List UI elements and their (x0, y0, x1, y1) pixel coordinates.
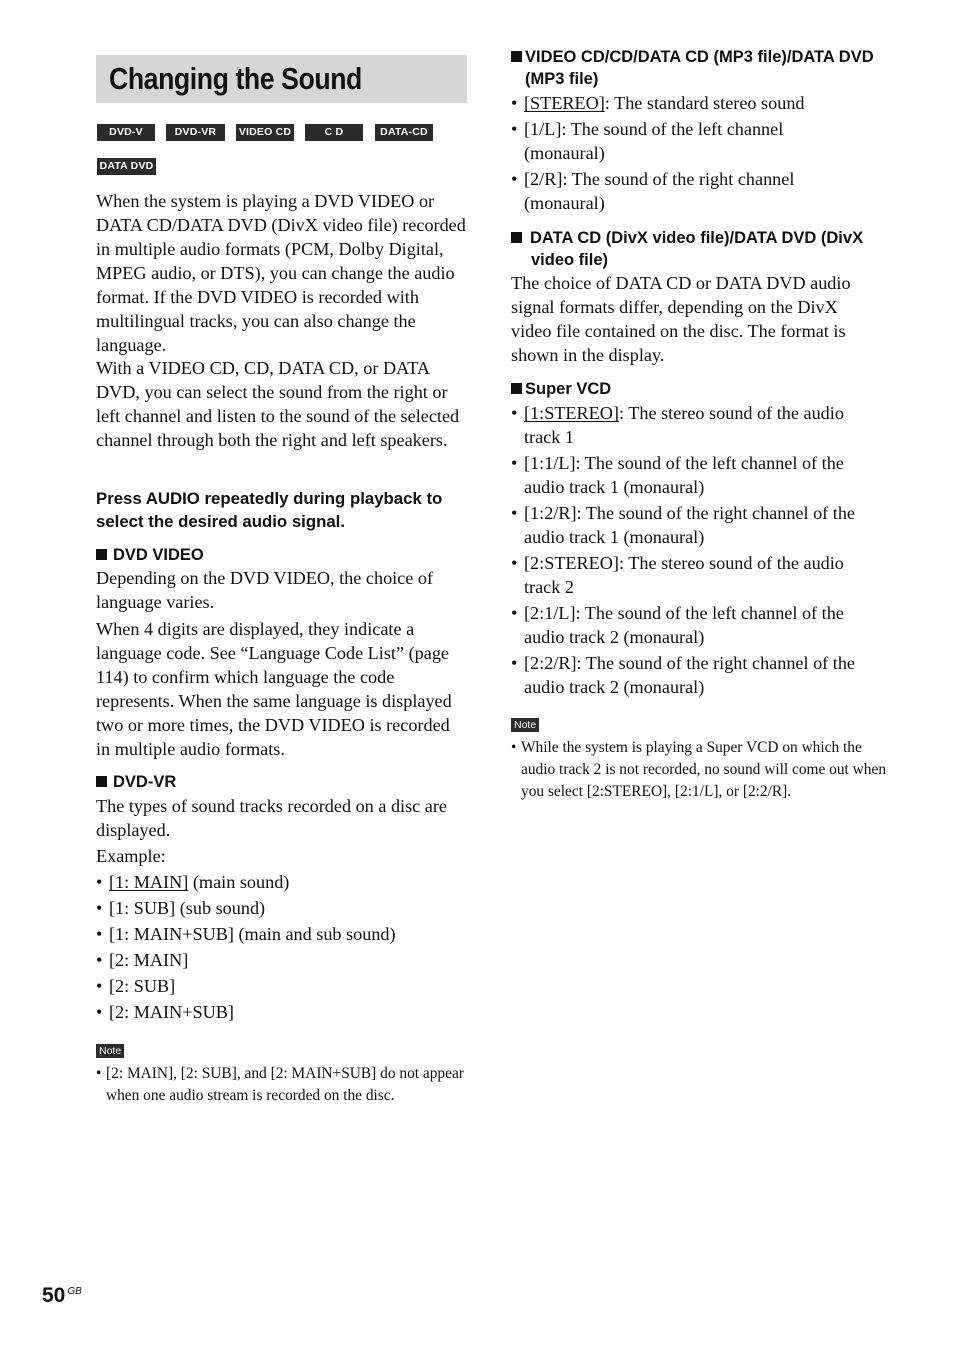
note-text: • While the system is playing a Super VCD on which the audio track 2 is not recorded, no sound will come out when you select [2:STEREO], [2:1/L], or [2:2/R]. (511, 737, 887, 803)
list-item (96, 896, 468, 920)
intro-text-1: When the system is playing a DVD VIDEO or DATA CD/DATA DVD (DivX video file) recorded in multiple audio formats (PCM, Dolby Digital, MPEG audio, or DTS), you can change the audio format. If the DVD VIDEO is recorded with multilingual tracks, you can also change the language. (96, 191, 466, 355)
dvd-vr-list (96, 870, 468, 1026)
intro-text-2: With a VIDEO CD, CD, DATA CD, or DATA DVD, you can select the sound from the right or left channel and listen to the sound of the selected channel through both the right and left speakers. (96, 358, 460, 450)
dvd-video-paragraph-1: Depending on the DVD VIDEO, the choice of language varies. (96, 568, 434, 612)
heading-dvd-video (96, 544, 468, 566)
dvd-vr-paragraph: The types of sound tracks recorded on a disc are displayed. (96, 796, 447, 840)
page-title: Changing the Sound (109, 61, 362, 96)
note-label: Note (96, 1044, 124, 1058)
default-setting: [1:STEREO] (524, 403, 619, 423)
list-item-text: [1:2/R]: The sound of the right channel of the audio track 1 (monaural) (524, 503, 856, 547)
page-number (42, 1284, 82, 1308)
badge-video-cd: VIDEO CD (236, 124, 294, 141)
badge-data-cd: DATA-CD (375, 124, 433, 141)
list-item-text: [2:1/L]: The sound of the left channel of the audio track 2 (monaural) (524, 603, 844, 647)
page-number-value: 50 (42, 1284, 66, 1307)
list-item (96, 948, 468, 972)
list-item (511, 91, 841, 115)
badge-data-dvd: DATA DVD (97, 158, 156, 175)
note-block-left (96, 1041, 472, 1107)
intro-paragraph-1 (96, 189, 468, 357)
heading-video-cd (511, 46, 901, 90)
list-item-text: [1: SUB] (sub sound) (109, 898, 266, 918)
list-item (511, 551, 883, 599)
list-item-text: : The stereo sound of the audio track 1 (524, 403, 844, 447)
heading-video-cd-text: VIDEO CD/CD/DATA CD (MP3 file)/DATA DVD (MP3 file) (525, 48, 874, 88)
list-item-text: (main sound) (188, 872, 290, 892)
list-item-text: : The standard stereo sound (604, 93, 805, 113)
list-item (511, 167, 841, 215)
note-label: Note (511, 718, 539, 732)
list-item (511, 501, 883, 549)
list-item-text: [2:2/R]: The sound of the right channel of the audio track 2 (monaural) (524, 653, 856, 697)
heading-dvd-vr-text: DVD-VR (113, 773, 177, 791)
square-bullet-icon (96, 549, 107, 560)
note-text: • [2: MAIN], [2: SUB], and [2: MAIN+SUB] do not appear when one audio stream is recorded on the disc. (96, 1063, 472, 1107)
square-bullet-icon (511, 51, 522, 62)
badge-dvd-vr: DVD-VR (166, 124, 225, 141)
instruction: Press AUDIO repeatedly during playback to select the desired audio signal. (96, 489, 443, 531)
list-item-text: [1:1/L]: The sound of the left channel of the audio track 1 (monaural) (524, 453, 844, 497)
list-item-text: [1: MAIN+SUB] (main and sub sound) (109, 924, 396, 944)
heading-divx (511, 227, 907, 271)
title-bar (96, 55, 467, 103)
list-item-text: [1/L]: The sound of the left channel (monaural) (524, 119, 784, 163)
badge-cd: C D (305, 124, 363, 141)
list-item (511, 451, 883, 499)
list-item (96, 870, 468, 894)
badge-dvd-v: DVD-V (97, 124, 155, 141)
default-setting: [STEREO] (524, 93, 605, 113)
list-item-text: [2:STEREO]: The stereo sound of the audio track 2 (524, 553, 844, 597)
dvd-vr-example-label: Example: (96, 846, 166, 866)
super-vcd-list (511, 401, 883, 701)
list-item (511, 601, 883, 649)
list-item-text: [2/R]: The sound of the right channel (monaural) (524, 169, 795, 213)
default-setting: [1: MAIN] (109, 872, 189, 892)
square-bullet-icon (511, 383, 522, 394)
square-bullet-icon (96, 776, 107, 787)
heading-super-vcd-text: Super VCD (525, 380, 612, 398)
list-item (96, 1000, 468, 1024)
list-item-text: [2: MAIN] (109, 950, 189, 970)
intro-paragraph-2 (96, 356, 468, 452)
heading-dvd-vr (96, 771, 468, 793)
list-item (511, 117, 841, 165)
video-cd-list (511, 91, 841, 217)
list-item (96, 974, 468, 998)
list-item (511, 401, 883, 449)
list-item (511, 651, 883, 699)
list-item (96, 922, 468, 946)
page-suffix: GB (67, 1286, 82, 1297)
divx-paragraph: The choice of DATA CD or DATA DVD audio signal formats differ, depending on the DivX video file contained on the disc. The format is shown in the display. (511, 273, 851, 365)
list-item-text: [2: SUB] (109, 976, 176, 996)
heading-super-vcd (511, 378, 887, 400)
heading-dvd-video-text: DVD VIDEO (113, 546, 204, 564)
list-item-text: [2: MAIN+SUB] (109, 1002, 234, 1022)
heading-divx-text: DATA CD (DivX video file)/DATA DVD (DivX video file) (530, 229, 864, 269)
note-block-right (511, 715, 887, 803)
square-bullet-icon (511, 232, 522, 243)
dvd-video-paragraph-2: When 4 digits are displayed, they indicate a language code. See “Language Code List” (page 114) to confirm which language the code represents. When the same language is displayed two or more times, the DVD VIDEO is recorded in multiple audio formats. (96, 619, 452, 759)
